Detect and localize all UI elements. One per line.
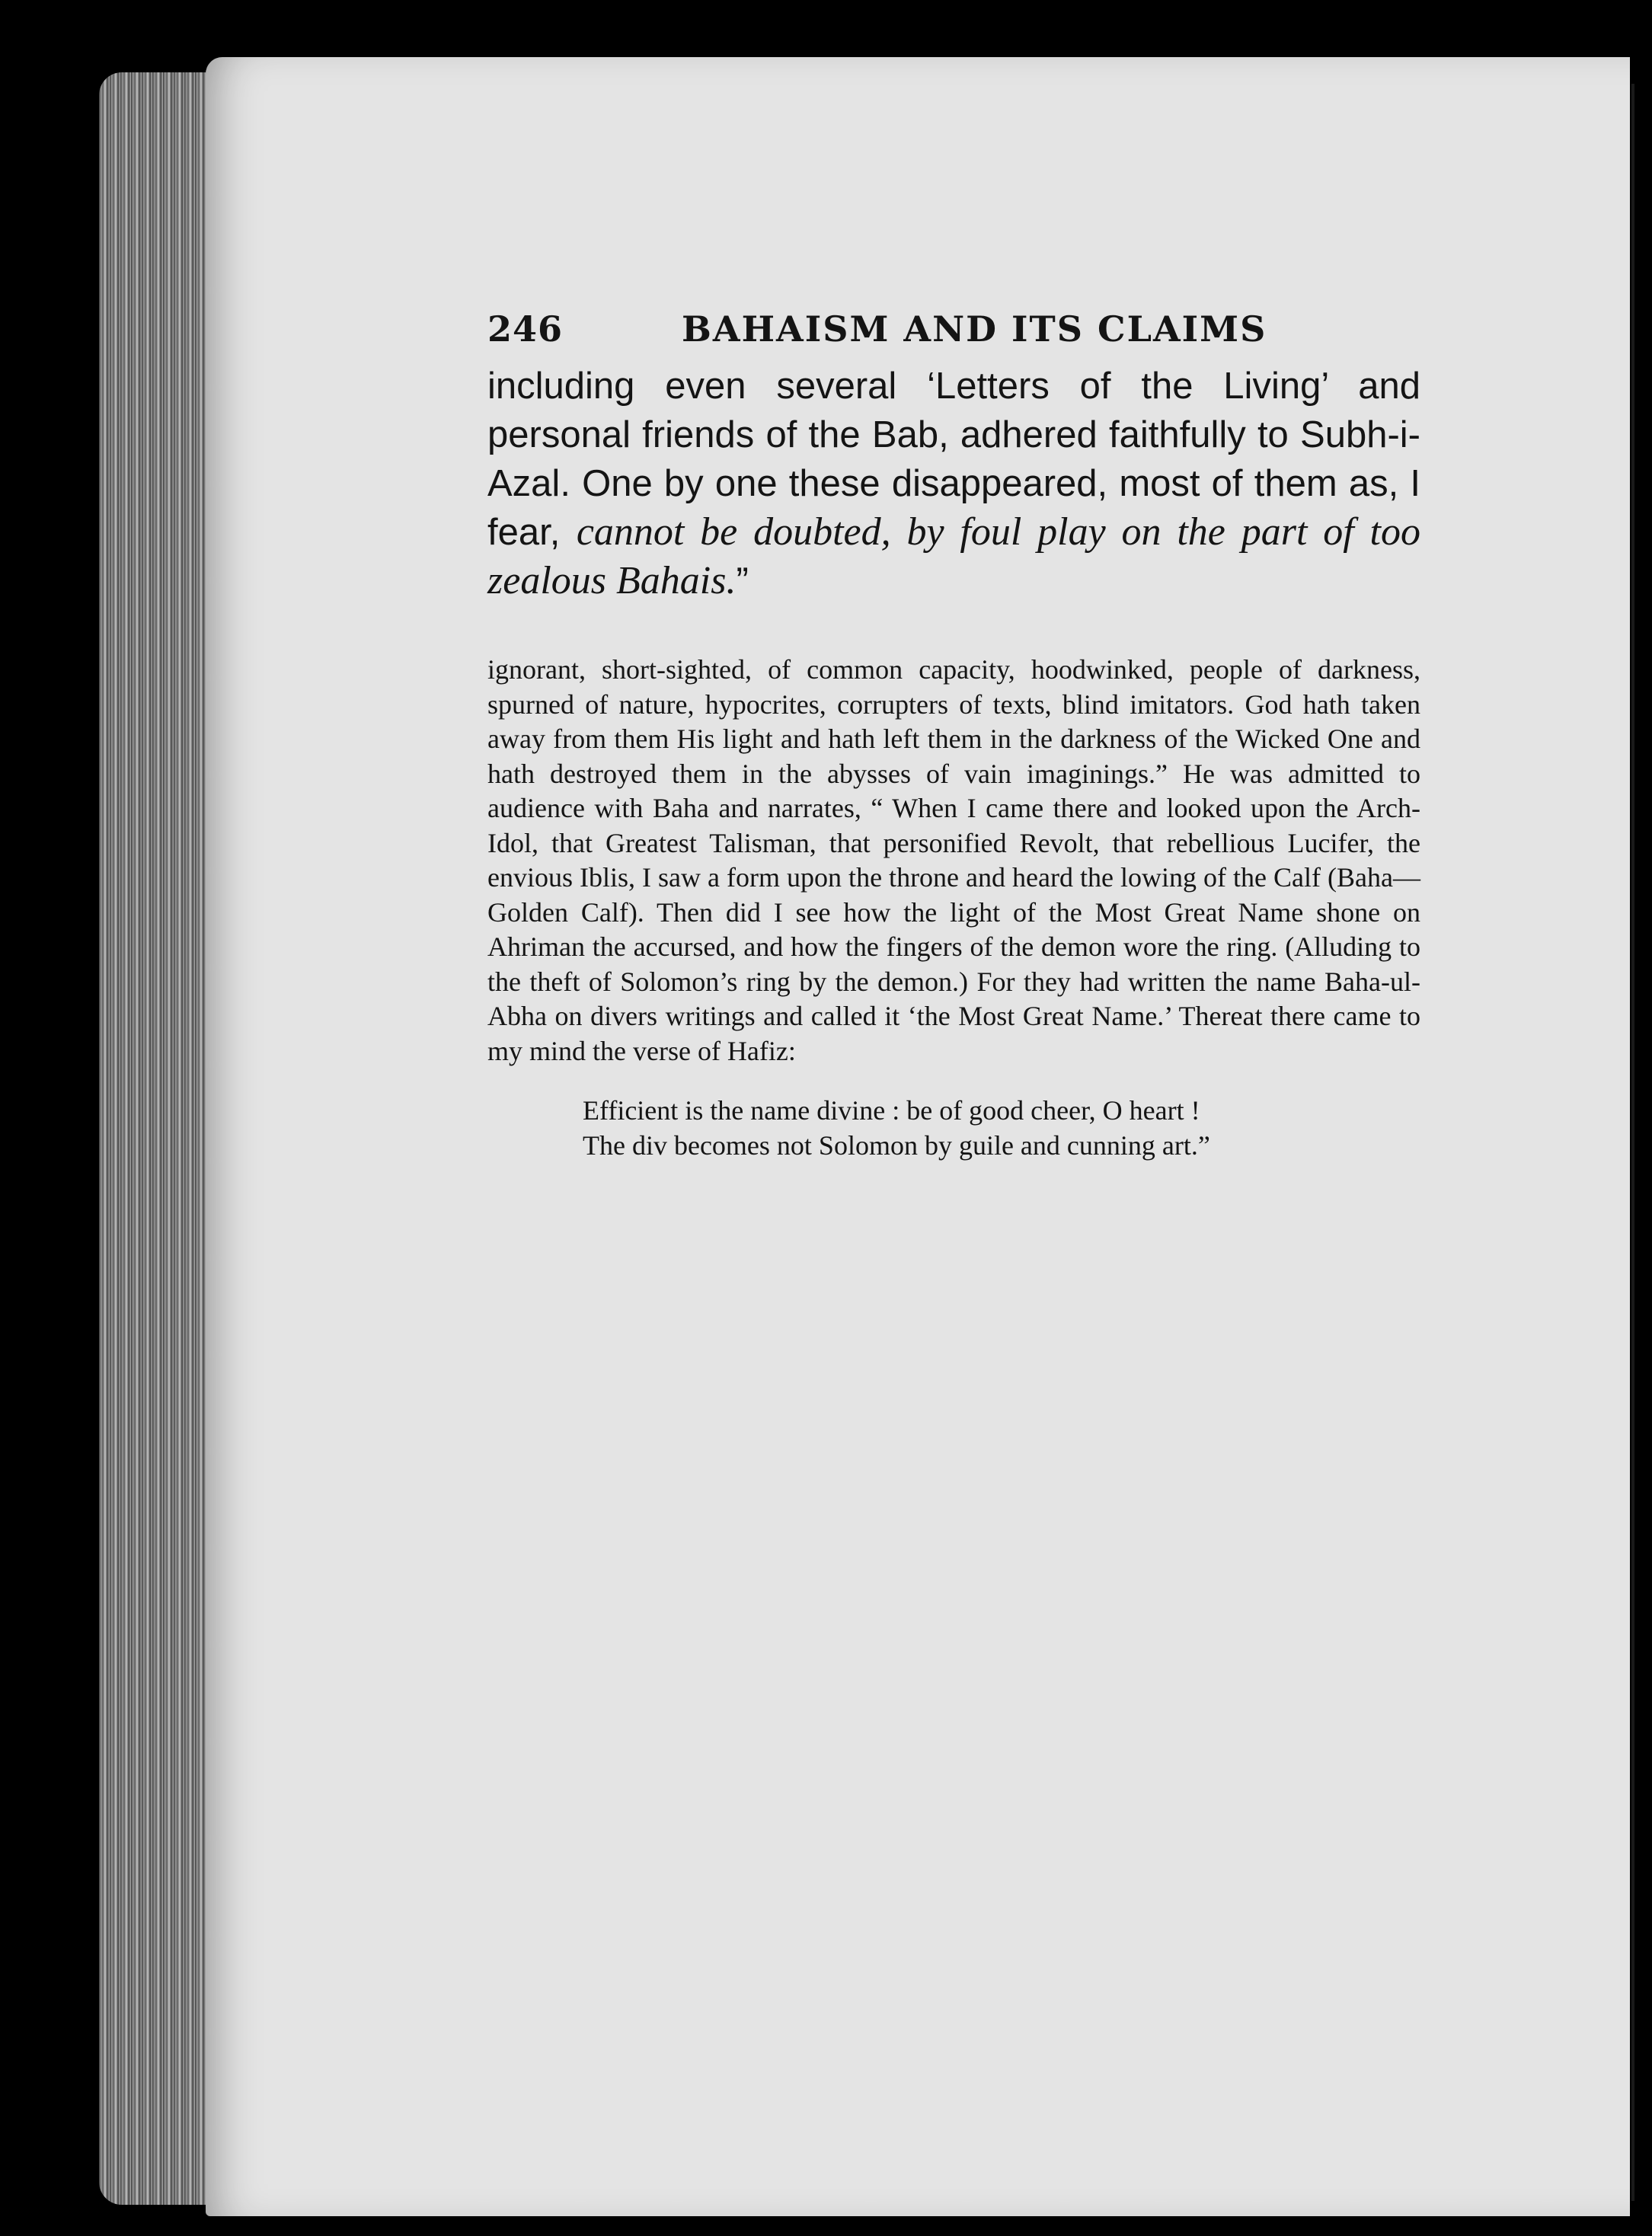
lead-paragraph-closing-quote: ” <box>736 561 749 602</box>
running-head: BAHAISM AND ITS CLAIMS <box>682 308 1267 350</box>
gutter-edge <box>1631 84 1634 2201</box>
verse-quotation <box>583 1093 1420 1163</box>
book-fore-edge <box>99 72 213 2205</box>
page-header <box>487 301 1420 362</box>
page-number: 246 <box>487 308 564 350</box>
text-block <box>487 301 1420 1163</box>
lead-paragraph-text: including even several ‘Letters of the Living’ and personal friends of the Bab, adhered faithfully to Subh-i-Azal. One by one these disappeared, most of them as, I fear, <box>487 366 1420 553</box>
verse-line-2: The div becomes not Solomon by guile and cunning art.” <box>583 1130 1210 1161</box>
lead-paragraph-italic: cannot be doubted, by foul play on the part of too zealous Bahais. <box>487 510 1420 602</box>
note-paragraph: ignorant, short-sighted, of common capacity, hoodwinked, people of darkness, spurned of nature, hypocrites, corrupters of texts, blind imitators. God hath taken away from them His light and hath left them in the darkness of the Wicked One and hath destroyed them in the abysses of vain imaginings.” He was admitted to audience with Baha and narrates, “ When I came there and looked upon the Arch-Idol, that Greatest Talisman, that personified Revolt, that rebellious Lucifer, the envious Iblis, I saw a form upon the throne and heard the lowing of the Calf (Baha—Golden Calf). Then did I see how the light of the Most Great Name shone on Ahriman the accursed, and how the fingers of the demon wore the ring. (Alluding to the theft of Solomon’s ring by the demon.) For they had written the name Baha-ul-Abha on divers writings and called it ‘the Most Great Name.’ Thereat there came to my mind the verse of Hafiz: <box>487 654 1420 1066</box>
verse-line-1: Efficient is the name divine : be of good cheer, O heart ! <box>583 1095 1200 1126</box>
lead-paragraph <box>487 362 1420 605</box>
